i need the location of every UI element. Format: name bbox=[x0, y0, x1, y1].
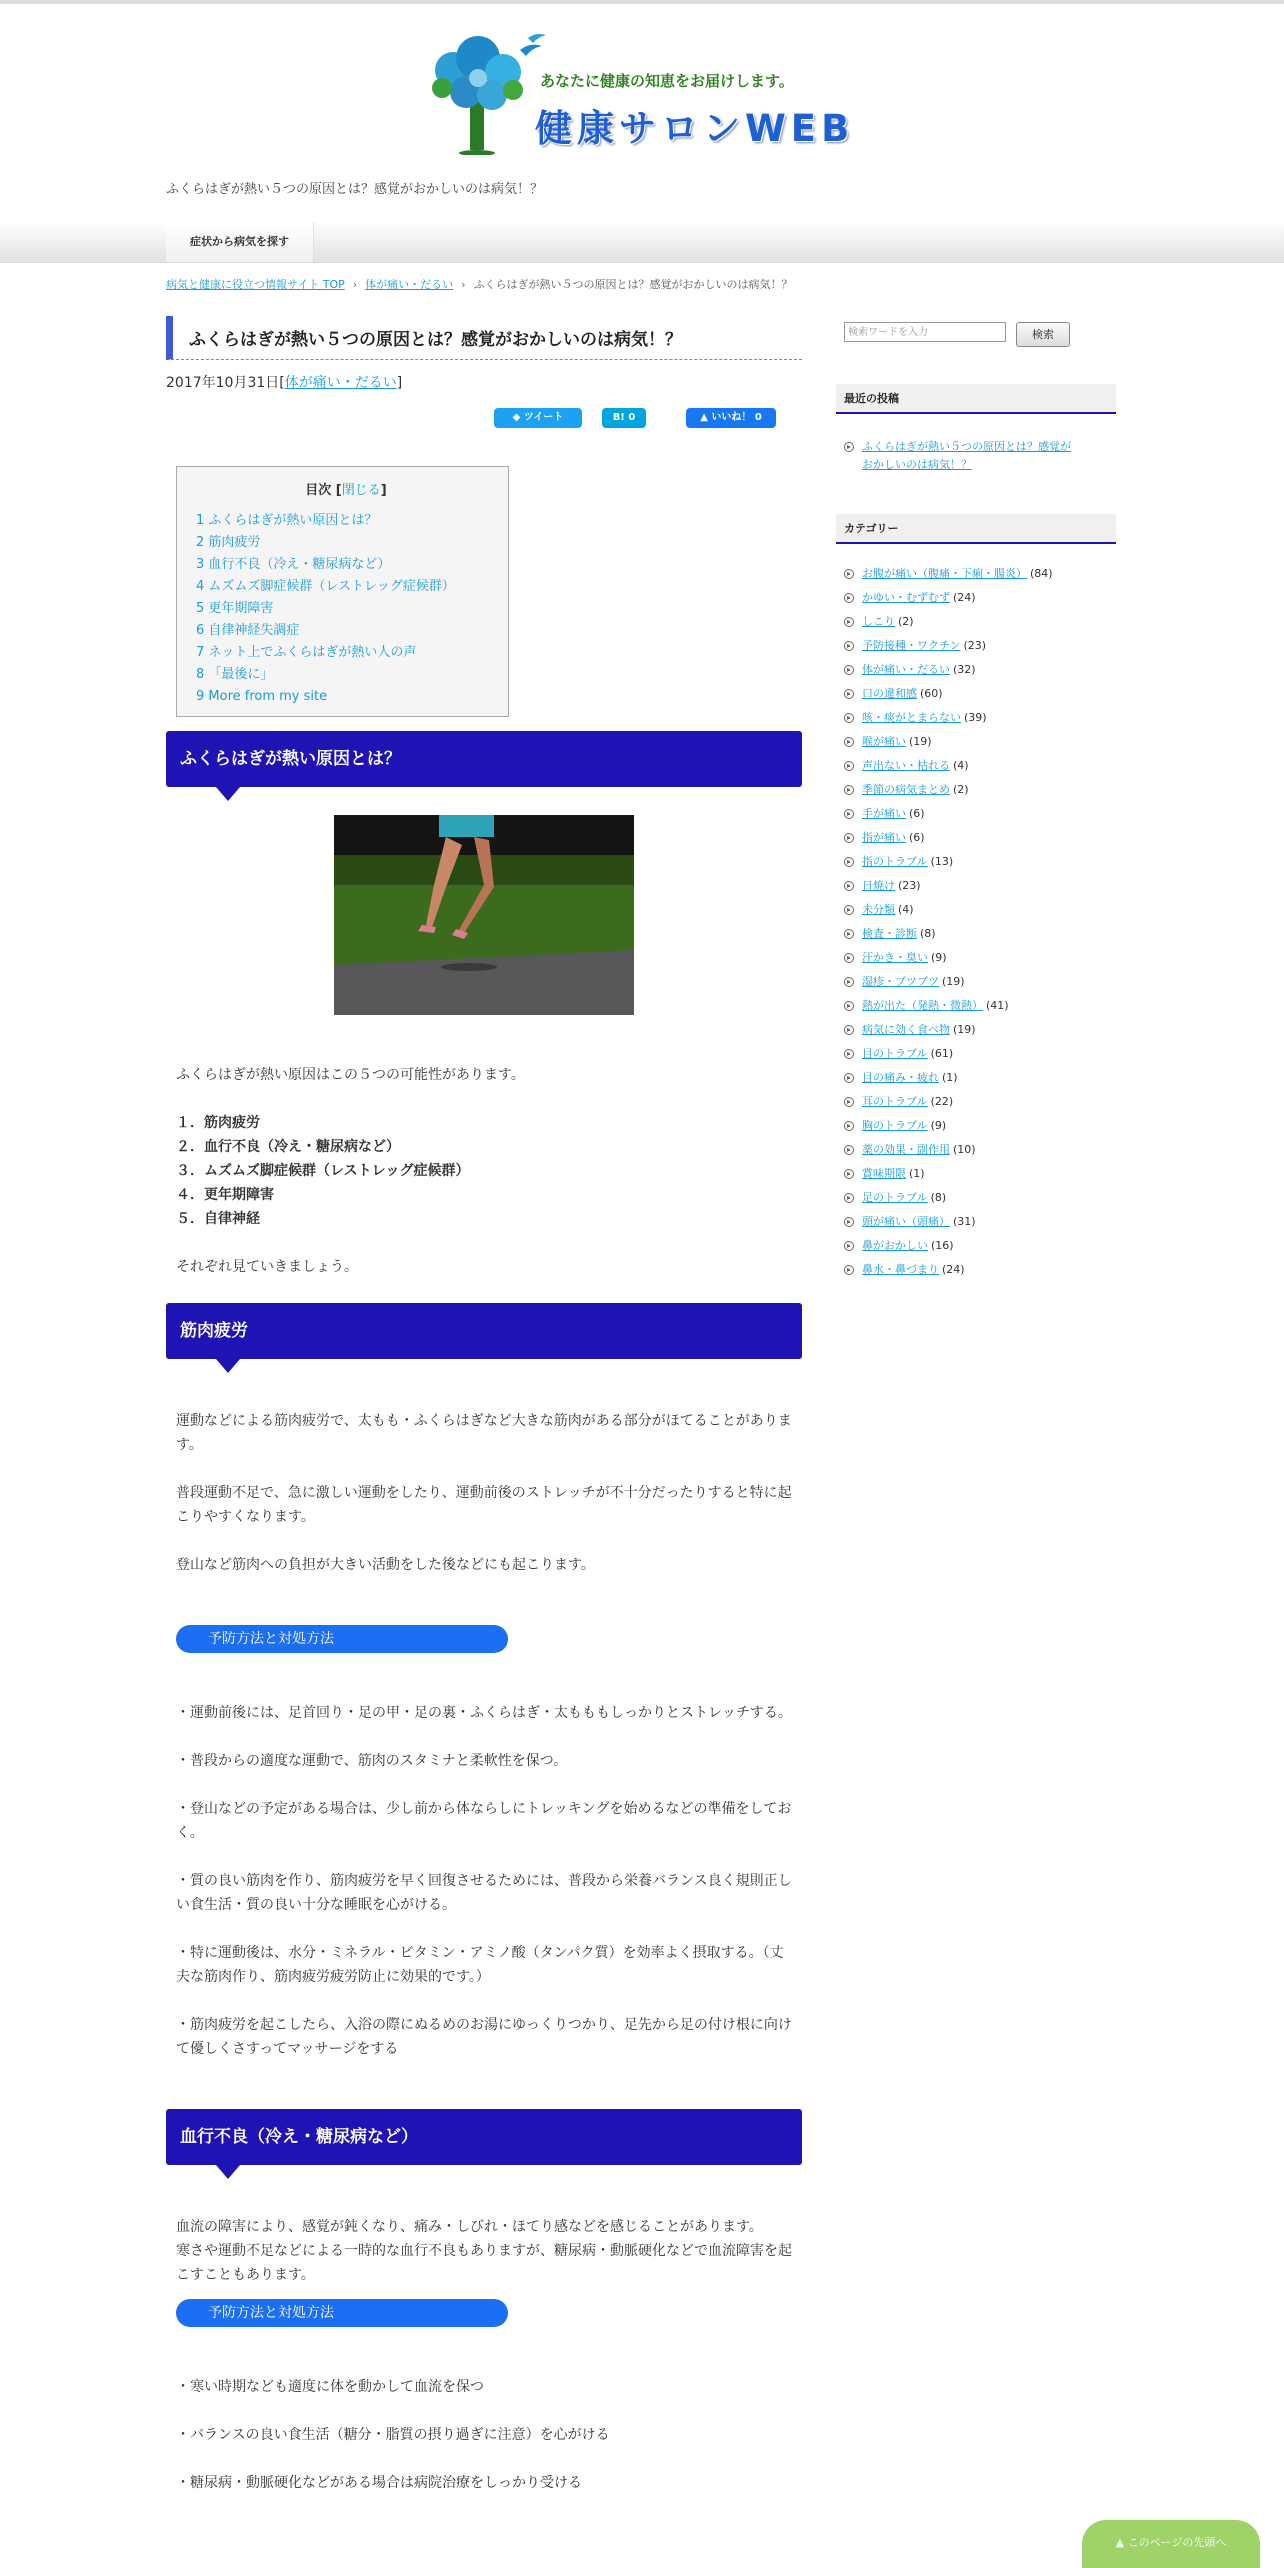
category-item[interactable] bbox=[844, 802, 1053, 826]
bullet-arrow-icon bbox=[844, 1049, 854, 1059]
category-link[interactable]: 体が痛い・だるい bbox=[862, 663, 950, 676]
category-link[interactable]: 検査・診断 bbox=[862, 927, 917, 940]
thumbs-up-icon: ▲ bbox=[700, 412, 712, 423]
tip-item: ・糖尿病・動脈硬化などがある場合は病院治療をしっかり受ける bbox=[176, 2475, 582, 2491]
category-item[interactable] bbox=[844, 1186, 1053, 1210]
subheading-prevention: 予防方法と対処方法 bbox=[176, 2299, 508, 2327]
breadcrumb-category-link[interactable]: 体が痛い・だるい bbox=[365, 278, 454, 291]
category-count: (6) bbox=[909, 831, 925, 844]
recent-post-link[interactable]: ふくらはぎが熱い５つの原因とは？感覚が bbox=[862, 440, 1071, 453]
site-description: ふくらはぎが熱い５つの原因とは？感覚がおかしいのは病気！？ bbox=[166, 182, 544, 197]
paragraph: 登山など筋肉への負担が大きい活動をした後などにも起こります。 bbox=[176, 1557, 595, 1573]
recent-posts-title: 最近の投稿 bbox=[836, 384, 1116, 414]
post-date: 2017年10月31日 bbox=[166, 375, 280, 391]
paragraph: 運動などによる筋肉疲労で、太もも・ふくらはぎなど大きな筋肉がある部分がほてることがあります。 bbox=[176, 1413, 792, 1453]
category-item[interactable] bbox=[844, 586, 1053, 610]
category-link[interactable]: 日焼け bbox=[862, 879, 895, 892]
paragraph: 寒さや運動不足などによる一時的な血行不良もありますが、糖尿病・動脈硬化などで血流障害を起こすこともあります。 bbox=[176, 2243, 792, 2283]
category-count: (61) bbox=[930, 1047, 954, 1060]
bullet-arrow-icon bbox=[844, 1169, 854, 1179]
bullet-arrow-icon bbox=[844, 1001, 854, 1011]
category-item[interactable] bbox=[844, 562, 1053, 586]
category-count: (19) bbox=[953, 1023, 976, 1036]
hatena-bookmark-button[interactable]: B! 0 bbox=[602, 408, 646, 428]
main-content bbox=[166, 308, 802, 2495]
bullet-arrow-icon bbox=[844, 929, 854, 939]
table-of-contents bbox=[176, 466, 509, 717]
toc-header: 目次 [閉じる] bbox=[305, 483, 387, 498]
category-count: (24) bbox=[942, 1263, 965, 1276]
facebook-like-button[interactable] bbox=[686, 408, 776, 428]
breadcrumb-current: ふくらはぎが熱い５つの原因とは？感覚がおかしいのは病気！？ bbox=[473, 278, 793, 291]
category-item[interactable] bbox=[844, 1138, 1053, 1162]
category-item[interactable] bbox=[844, 826, 1053, 850]
bullet-arrow-icon bbox=[844, 713, 854, 723]
category-count: (24) bbox=[953, 591, 976, 604]
category-link[interactable]: 病気に効く食べ物 bbox=[862, 1023, 950, 1036]
category-item[interactable] bbox=[844, 1234, 1053, 1258]
category-link[interactable]: 耳のトラブル bbox=[862, 1095, 928, 1108]
tweet-button[interactable] bbox=[494, 408, 582, 428]
tip-item: ・登山などの予定がある場合は、少し前から体ならしにトレッキングを始めるなどの準備をしておく。 bbox=[176, 1801, 792, 1841]
category-link[interactable]: 足のトラブル bbox=[862, 1191, 928, 1204]
paragraph: ふくらはぎが熱い原因はこの５つの可能性があります。 bbox=[176, 1067, 525, 1083]
post-category-link[interactable]: 体が痛い・だるい bbox=[284, 375, 397, 391]
cause-list-item: ５．自律神経 bbox=[176, 1211, 260, 1227]
category-count: (2) bbox=[898, 615, 914, 628]
paragraph: それぞれ見ていきましょう。 bbox=[176, 1259, 358, 1275]
category-item[interactable] bbox=[844, 1090, 1053, 1114]
running-photo-illustration bbox=[334, 815, 634, 1015]
breadcrumb-home-link[interactable]: 病気と健康に役立つ情報サイト TOP bbox=[166, 278, 345, 291]
category-count: (4) bbox=[953, 759, 969, 772]
bullet-arrow-icon bbox=[844, 1121, 854, 1131]
bullet-arrow-icon bbox=[844, 1241, 854, 1251]
category-count: (22) bbox=[930, 1095, 954, 1108]
category-item[interactable] bbox=[844, 946, 1053, 970]
category-count: (60) bbox=[920, 687, 943, 700]
category-item[interactable] bbox=[844, 1042, 1053, 1066]
post-title: ふくらはぎが熱い５つの原因とは？感覚がおかしいのは病気！？ bbox=[166, 316, 802, 360]
recent-posts-list bbox=[844, 438, 1071, 474]
search-input[interactable]: 検索ワードを入力 bbox=[844, 322, 1006, 342]
toc-item[interactable]: 1 ふくらはぎが熱い原因とは？ bbox=[196, 513, 378, 528]
category-link[interactable]: 目の痛み・疲れ bbox=[862, 1071, 939, 1084]
category-link[interactable]: 目のトラブル bbox=[862, 1047, 928, 1060]
toc-item[interactable]: 4 ムズムズ脚症候群（レストレッグ症候群） bbox=[196, 579, 455, 594]
bullet-arrow-icon bbox=[844, 809, 854, 819]
category-count: (41) bbox=[986, 999, 1009, 1012]
tip-item: ・筋肉疲労を起こしたら、入浴の際にぬるめのお湯にゆっくりつかり、足先から足の付け根に向けて優しくさすってマッサージをする bbox=[176, 2017, 792, 2057]
like-label: いいね！ 0 bbox=[711, 412, 762, 423]
bullet-arrow-icon bbox=[844, 761, 854, 771]
category-link[interactable]: 熱が出た（発熱・微熱） bbox=[862, 999, 983, 1012]
bullet-arrow-icon bbox=[844, 1265, 854, 1275]
tip-item: ・普段からの適度な運動で、筋肉のスタミナと柔軟性を保つ。 bbox=[176, 1753, 568, 1769]
running-legs-photo bbox=[334, 815, 634, 1015]
categories-list bbox=[844, 562, 1053, 1282]
category-link[interactable]: 指のトラブル bbox=[862, 855, 928, 868]
toc-item[interactable]: 7 ネット上でふくらはぎが熱い人の声 bbox=[196, 645, 417, 660]
bullet-arrow-icon bbox=[844, 833, 854, 843]
category-link[interactable]: 指が痛い bbox=[862, 831, 906, 844]
cause-list-item: ２．血行不良（冷え・糖尿病など） bbox=[176, 1139, 400, 1155]
category-item[interactable] bbox=[844, 682, 1053, 706]
category-link[interactable]: 頭が痛い（頭痛） bbox=[862, 1215, 950, 1228]
top-border bbox=[0, 0, 1284, 4]
section-heading-muscle-fatigue: 筋肉疲労 bbox=[166, 1303, 802, 1359]
paragraph: 血流の障害により、感覚が鈍くなり、痛み・しびれ・ほてり感などを感じることがあります。 bbox=[176, 2219, 763, 2235]
twitter-icon: ◆ bbox=[512, 412, 524, 423]
toc-item[interactable]: 8 「最後に」 bbox=[196, 667, 274, 682]
category-count: (19) bbox=[909, 735, 932, 748]
tip-item: ・寒い時期なども適度に体を動かして血流を保つ bbox=[176, 2379, 484, 2395]
toc-item[interactable]: 2 筋肉疲労 bbox=[196, 535, 261, 550]
back-to-top-button[interactable]: ▲ このページの先頭へ bbox=[1082, 2520, 1260, 2568]
breadcrumb-separator-icon: › bbox=[352, 278, 358, 291]
category-link[interactable]: 薬の効果・副作用 bbox=[862, 1143, 950, 1156]
category-link[interactable]: しこり bbox=[862, 615, 895, 628]
category-item[interactable] bbox=[844, 778, 1053, 802]
subheading-prevention: 予防方法と対処方法 bbox=[176, 1625, 508, 1653]
section-heading-poor-circulation: 血行不良（冷え・糖尿病など） bbox=[166, 2109, 802, 2165]
category-link[interactable]: 季節の病気まとめ bbox=[862, 783, 950, 796]
bullet-arrow-icon bbox=[844, 785, 854, 795]
bullet-arrow-icon bbox=[844, 641, 854, 651]
category-count: (39) bbox=[964, 711, 987, 724]
tip-item: ・バランスの良い食生活（糖分・脂質の摂り過ぎに注意）を心がける bbox=[176, 2427, 610, 2443]
category-count: (23) bbox=[898, 879, 921, 892]
category-count: (8) bbox=[920, 927, 936, 940]
category-link[interactable]: 咳・痰がとまらない bbox=[862, 711, 961, 724]
category-link[interactable]: 手が痛い bbox=[862, 807, 906, 820]
category-item[interactable] bbox=[844, 1210, 1053, 1234]
category-link[interactable]: 胸のトラブル bbox=[862, 1119, 928, 1132]
category-count: (32) bbox=[953, 663, 976, 676]
category-item[interactable] bbox=[844, 1114, 1053, 1138]
bullet-arrow-icon bbox=[844, 881, 854, 891]
category-count: (4) bbox=[898, 903, 914, 916]
bracket-open: [ bbox=[279, 375, 285, 391]
category-item[interactable] bbox=[844, 634, 1053, 658]
bullet-arrow-icon bbox=[844, 1097, 854, 1107]
toc-item[interactable]: 9 More from my site bbox=[196, 689, 328, 704]
bullet-arrow-icon bbox=[844, 1073, 854, 1083]
category-item[interactable] bbox=[844, 994, 1053, 1018]
category-item[interactable] bbox=[844, 610, 1053, 634]
category-item[interactable] bbox=[844, 874, 1053, 898]
category-count: (2) bbox=[953, 783, 969, 796]
tip-item: ・特に運動後は、水分・ミネラル・ビタミン・アミノ酸（タンパク質）を効率よく摂取する。（丈夫な筋肉作り、筋肉疲労疲労防止に効果的です。） bbox=[176, 1945, 784, 1985]
toc-toggle-link[interactable]: 閉じる bbox=[341, 483, 381, 498]
recent-post-link[interactable]: おかしいのは病気！？ bbox=[862, 458, 972, 471]
toc-item[interactable]: 6 自律神経失調症 bbox=[196, 623, 300, 638]
bullet-arrow-icon bbox=[844, 1145, 854, 1155]
category-link[interactable]: 喉が痛い bbox=[862, 735, 906, 748]
toc-item[interactable]: 3 血行不良（冷え・糖尿病など） bbox=[196, 557, 391, 572]
category-item[interactable] bbox=[844, 898, 1053, 922]
cause-list-item: １．筋肉疲労 bbox=[176, 1115, 260, 1131]
recent-post-item[interactable] bbox=[844, 438, 1071, 474]
category-item[interactable] bbox=[844, 1018, 1053, 1042]
search-button[interactable]: 検索 bbox=[1016, 322, 1070, 347]
category-link[interactable]: 湿疹・ブツブツ bbox=[862, 975, 939, 988]
bracket-close: ] bbox=[396, 375, 403, 391]
category-item[interactable] bbox=[844, 1258, 1053, 1282]
bullet-arrow-icon bbox=[844, 1193, 854, 1203]
toc-item[interactable]: 5 更年期障害 bbox=[196, 601, 274, 616]
category-count: (9) bbox=[930, 1119, 947, 1132]
bullet-arrow-icon bbox=[844, 1025, 854, 1035]
bullet-arrow-icon bbox=[844, 977, 854, 987]
category-link[interactable]: 賞味期限 bbox=[862, 1167, 906, 1180]
category-item[interactable] bbox=[844, 970, 1053, 994]
site-tagline: あなたに健康の知恵をお届けします。 bbox=[540, 72, 794, 90]
category-count: (9) bbox=[931, 951, 947, 964]
toc-title: 目次 bbox=[305, 483, 332, 498]
category-link[interactable]: 未分類 bbox=[862, 903, 895, 916]
bullet-arrow-icon bbox=[844, 1217, 854, 1227]
post-meta bbox=[166, 372, 802, 392]
category-item[interactable] bbox=[844, 922, 1053, 946]
category-link[interactable]: 予防接種・ワクチン bbox=[862, 639, 961, 652]
breadcrumb-separator-icon: › bbox=[461, 278, 466, 291]
category-link[interactable]: お腹が痛い（腹痛・下痢・腸炎） bbox=[862, 567, 1027, 580]
categories-title: カテゴリー bbox=[836, 514, 1116, 544]
category-link[interactable]: 口の違和感 bbox=[862, 687, 917, 700]
global-nav bbox=[0, 222, 1284, 263]
tip-item: ・質の良い筋肉を作り、筋肉疲労を早く回復させるためには、普段から栄養バランス良く規則正しい食生活・質の良い十分な睡眠を心がける。 bbox=[176, 1873, 792, 1913]
category-item[interactable] bbox=[844, 850, 1053, 874]
category-count: (1) bbox=[942, 1071, 958, 1084]
breadcrumb bbox=[166, 276, 793, 292]
bullet-arrow-icon bbox=[844, 665, 854, 675]
category-count: (84) bbox=[1030, 567, 1053, 580]
category-item[interactable] bbox=[844, 754, 1053, 778]
bullet-arrow-icon bbox=[844, 593, 854, 603]
cause-list-item: ３．ムズムズ脚症候群（レストレッグ症候群） bbox=[176, 1163, 470, 1179]
category-count: (31) bbox=[953, 1215, 976, 1228]
category-count: (13) bbox=[930, 855, 954, 868]
category-count: (6) bbox=[909, 807, 925, 820]
category-link[interactable]: 鼻水・鼻づまり bbox=[862, 1263, 939, 1276]
category-item[interactable] bbox=[844, 658, 1053, 682]
bullet-arrow-icon bbox=[844, 442, 854, 452]
bullet-arrow-icon bbox=[844, 737, 854, 747]
bullet-arrow-icon bbox=[844, 569, 854, 579]
bullet-arrow-icon bbox=[844, 617, 854, 627]
category-link[interactable]: かゆい・むずむず bbox=[862, 591, 950, 604]
category-count: (19) bbox=[942, 975, 965, 988]
cause-list-item: ４．更年期障害 bbox=[176, 1187, 274, 1203]
site-title[interactable]: 健康サロンWEB bbox=[535, 107, 855, 150]
category-count: (23) bbox=[963, 639, 987, 652]
bullet-arrow-icon bbox=[844, 953, 854, 963]
category-count: (16) bbox=[931, 1239, 954, 1252]
category-item[interactable] bbox=[844, 1066, 1053, 1090]
tweet-label: ツイート bbox=[523, 412, 564, 423]
category-link[interactable]: 汗かき・臭い bbox=[862, 951, 928, 964]
category-count: (8) bbox=[930, 1191, 947, 1204]
section-heading-causes: ふくらはぎが熱い原因とは？ bbox=[166, 731, 802, 787]
paragraph: 普段運動不足で、急に激しい運動をしたり、運動前後のストレッチが不十分だったりすると特に起こりやすくなります。 bbox=[176, 1485, 792, 1525]
category-item[interactable] bbox=[844, 730, 1053, 754]
category-link[interactable]: 声出ない・枯れる bbox=[862, 759, 950, 772]
category-count: (10) bbox=[953, 1143, 976, 1156]
category-count: (1) bbox=[909, 1167, 925, 1180]
category-item[interactable] bbox=[844, 1162, 1053, 1186]
bullet-arrow-icon bbox=[844, 905, 854, 915]
bullet-arrow-icon bbox=[844, 689, 854, 699]
category-link[interactable]: 鼻がおかしい bbox=[862, 1239, 928, 1252]
tip-item: ・運動前後には、足首回り・足の甲・足の裏・ふくらはぎ・太もももしっかりとストレッチする。 bbox=[176, 1705, 792, 1721]
bullet-arrow-icon bbox=[844, 857, 854, 867]
share-buttons bbox=[166, 408, 802, 438]
category-item[interactable] bbox=[844, 706, 1053, 730]
nav-item-symptoms[interactable]: 症状から病気を探す bbox=[166, 222, 314, 262]
